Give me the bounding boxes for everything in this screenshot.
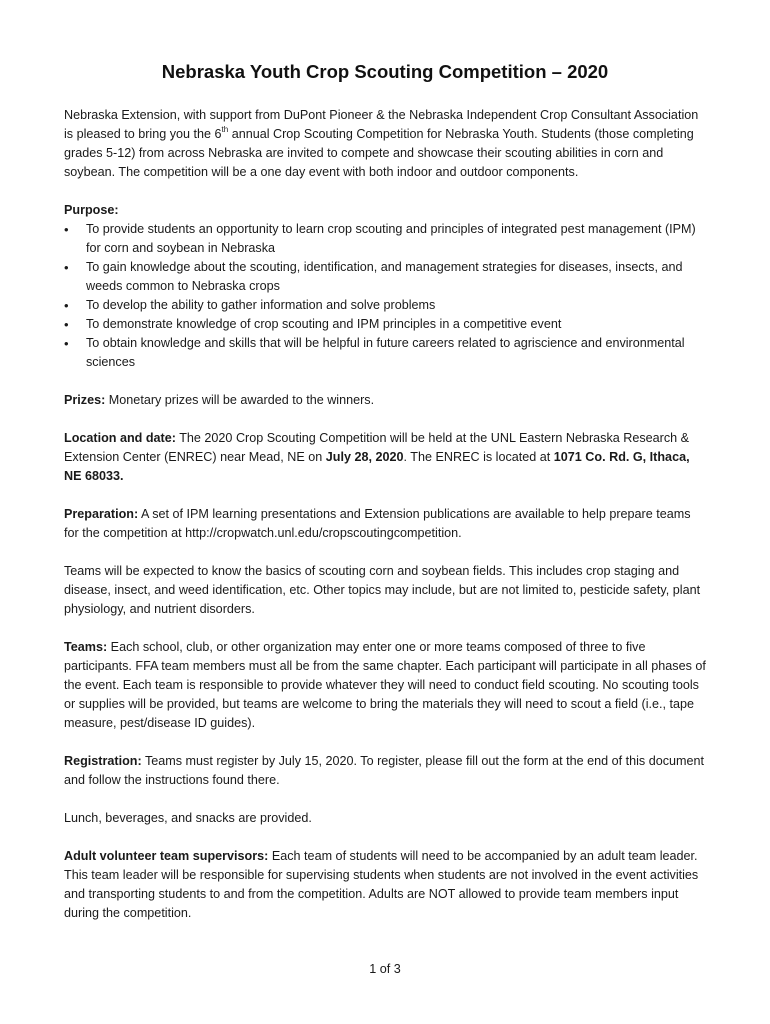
purpose-list xyxy=(64,220,706,372)
prizes-paragraph: Prizes: Monetary prizes will be awarded to the winners. xyxy=(64,393,375,407)
list-item: • To demonstrate knowledge of crop scouting and IPM principles in a competitive event xyxy=(64,315,706,334)
location-paragraph: Location and date: The 2020 Crop Scouting Competition will be held at the UNL Eastern Nebraska Research & Extension Center (ENREC) near Mead, NE on July 28, 2020. The ENREC is located at 1071 Co. Rd. G, Ithaca, NE 68033. xyxy=(64,431,690,483)
lunch-paragraph: Lunch, beverages, and snacks are provided. xyxy=(64,811,312,825)
event-address: 1071 Co. Rd. G, Ithaca, NE 68033. xyxy=(64,450,690,483)
intro-paragraph: Nebraska Extension, with support from DuPont Pioneer & the Nebraska Independent Crop Consultant Association is pleased to bring you the 6th annual Crop Scouting Competition for Nebraska Youth. Students (those completing grades 5-12) from across Nebraska are invited to compete and showcase their scouting abilities in corn and soybean. The competition will be a one day event with both indoor and outdoor components. xyxy=(64,108,699,179)
list-item: • To gain knowledge about the scouting, identification, and management strategies for diseases, insects, and weeds common to Nebraska crops xyxy=(64,258,706,296)
teams-paragraph: Teams: Each school, club, or other organization may enter one or more teams composed of three to five participants. FFA team members must all be from the same chapter. Each participant will participate in all phases of the event. Each team is responsible to provide whatever they will need to conduct field scouting. No scouting tools or supplies will be provided, but teams are welcome to bring the materials they will need to scout a field (i.e., tape measure, pest/disease ID guides). xyxy=(64,640,706,730)
supervisors-paragraph: Adult volunteer team supervisors: Each team of students will need to be accompanied by an adult team leader. This team leader will be responsible for supervising students when students are not involved in the event activities and transporting students to and from the competition. Adults are NOT allowed to provide team members input during the competition. xyxy=(64,849,699,920)
event-date: July 28, 2020 xyxy=(325,450,404,464)
page-title: Nebraska Youth Crop Scouting Competition – 2020 xyxy=(161,61,609,82)
preparation-paragraph: Preparation: A set of IPM learning presentations and Extension publications are available to help prepare teams for the competition at http://cropwatch.unl.edu/cropscoutingcompetition. xyxy=(64,507,691,540)
page-number: 1 of 3 xyxy=(369,962,401,976)
registration-paragraph: Registration: Teams must register by July 15, 2020. To register, please fill out the form at the end of this document and follow the instructions found there. xyxy=(64,754,705,787)
basics-paragraph: Teams will be expected to know the basics of scouting corn and soybean fields. This includes crop staging and disease, insect, and weed identification, etc. Other topics may include, but are not limited to, pesticide safety, plant physiology, and nutrient disorders. xyxy=(64,564,701,616)
list-item: • To obtain knowledge and skills that will be helpful in future careers related to agriscience and environmental sciences xyxy=(64,334,706,372)
purpose-heading: Purpose: xyxy=(64,203,119,217)
list-item: • To develop the ability to gather information and solve problems xyxy=(64,296,706,315)
list-item: • To provide students an opportunity to learn crop scouting and principles of integrated pest management (IPM) for corn and soybean in Nebraska xyxy=(64,220,706,258)
